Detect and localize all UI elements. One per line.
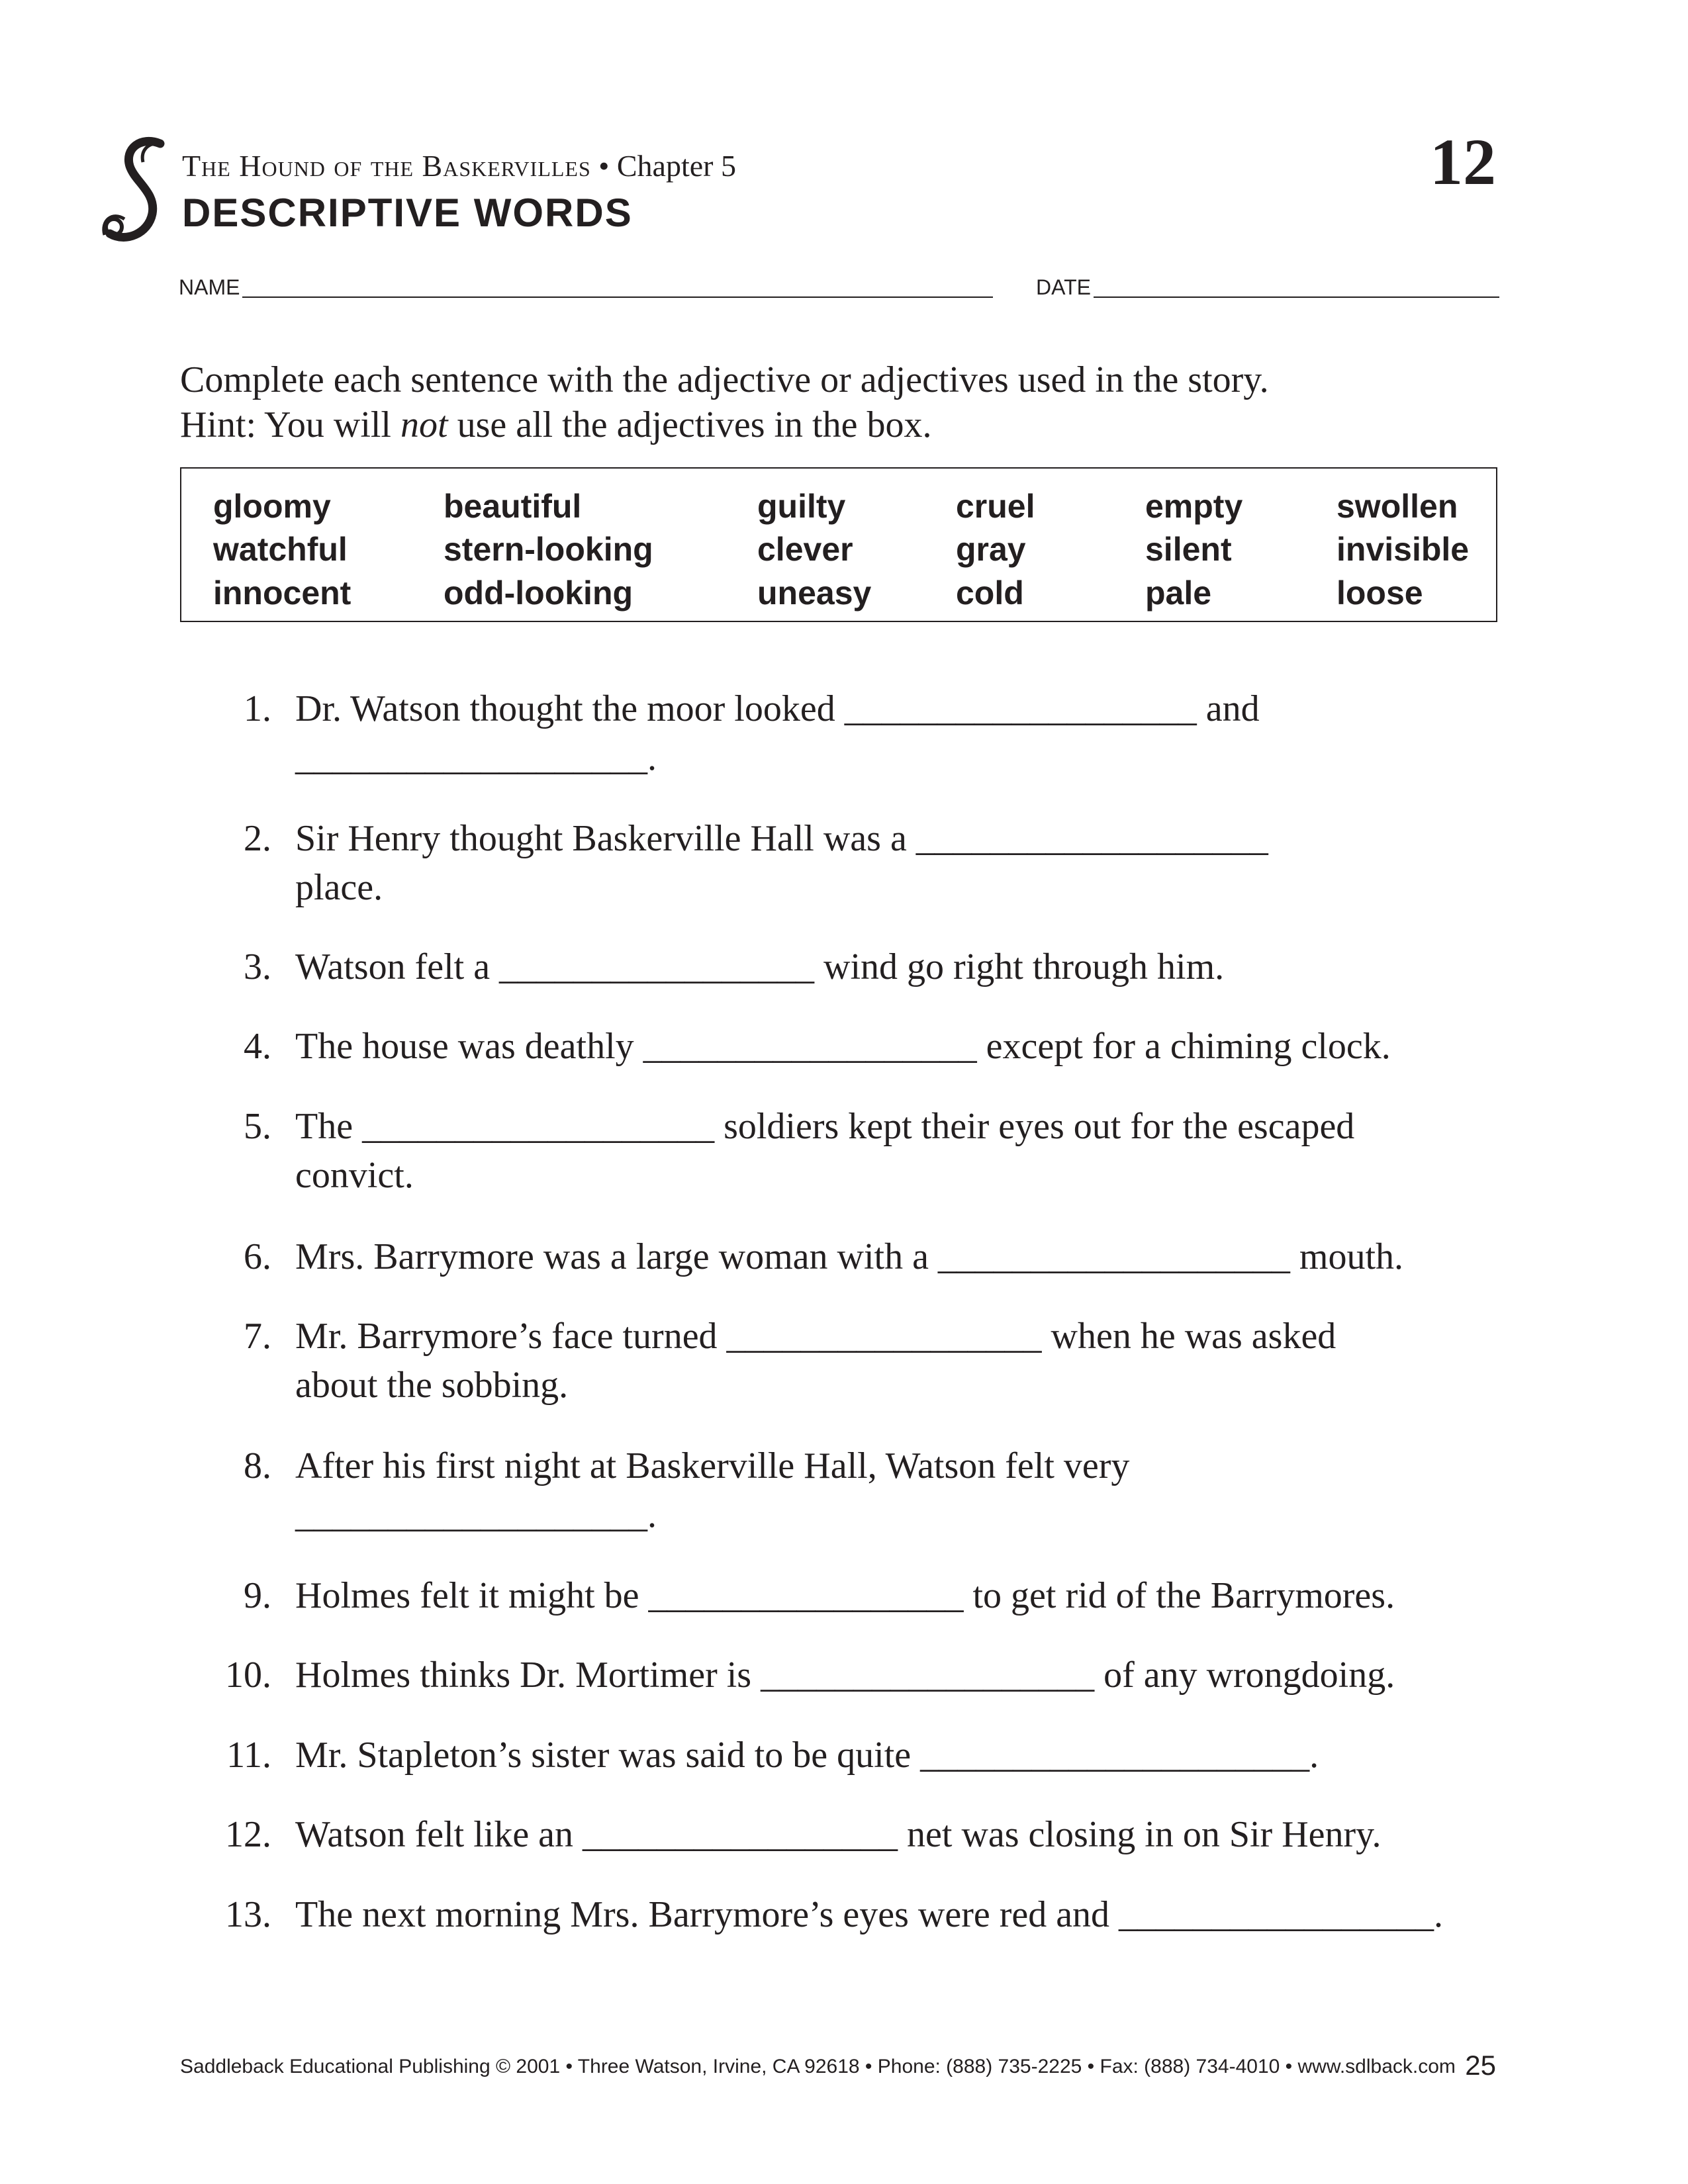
- word-box-item: guilty: [757, 488, 846, 525]
- name-field: [179, 277, 993, 298]
- word-box-item: beautiful: [444, 488, 582, 525]
- word-box-item: cruel: [956, 488, 1035, 525]
- question-text: After his first night at Baskerville Hall, Watson felt very ___________________.: [295, 1445, 1130, 1535]
- hint-emphasis: not: [400, 404, 448, 445]
- word-box-item: stern-looking: [444, 531, 653, 568]
- word-box: [180, 467, 1497, 622]
- question-text: Mr. Stapleton’s sister was said to be quite _____________________.: [295, 1735, 1319, 1776]
- name-label: NAME: [179, 275, 240, 299]
- question-text: Watson felt like an _________________ net was closing in on Sir Henry.: [295, 1814, 1382, 1855]
- question-number: 12.: [225, 1814, 271, 1855]
- publisher-footer: Saddleback Educational Publishing © 2001 • Three Watson, Irvine, CA 92618 • Phone: (888) 735-2225 • Fax: (888) 734-4010 • www.sdlback.com: [180, 2056, 1456, 2077]
- word-box-item: empty: [1145, 488, 1243, 525]
- book-title: The Hound of the Baskervilles: [182, 149, 591, 183]
- question-number: 13.: [225, 1894, 271, 1935]
- question-number: 10.: [225, 1655, 271, 1696]
- question-text: Watson felt a _________________ wind go right through him.: [295, 946, 1225, 987]
- question-number: 5.: [244, 1106, 271, 1147]
- date-field: [1036, 277, 1499, 298]
- word-box-item: uneasy: [757, 574, 872, 612]
- name-input-line[interactable]: [242, 277, 993, 298]
- word-box-item: loose: [1336, 574, 1423, 612]
- series-title-line: [182, 151, 736, 181]
- word-box-item: clever: [757, 531, 853, 568]
- publisher-logo-icon: [99, 136, 179, 248]
- word-box-item: silent: [1145, 531, 1232, 568]
- chapter-label: Chapter 5: [616, 149, 736, 183]
- hint-prefix: Hint: You will: [180, 404, 400, 445]
- word-box-item: cold: [956, 574, 1024, 612]
- question-text: Mrs. Barrymore was a large woman with a ___________________ mouth.: [295, 1236, 1404, 1277]
- hint-line: [180, 402, 1504, 447]
- word-box-item: odd-looking: [444, 574, 633, 612]
- instructions: [180, 357, 1504, 447]
- word-box-item: swollen: [1336, 488, 1458, 525]
- question-number: 2.: [244, 818, 271, 859]
- question-text: Dr. Watson thought the moor looked ___________________ and ___________________.: [295, 688, 1260, 778]
- worksheet-title: DESCRIPTIVE WORDS: [182, 191, 633, 235]
- question-text: The next morning Mrs. Barrymore’s eyes were red and _________________.: [295, 1894, 1444, 1935]
- date-label: DATE: [1036, 275, 1091, 299]
- word-box-item: watchful: [213, 531, 348, 568]
- question-number: 6.: [244, 1236, 271, 1277]
- question-text: Holmes felt it might be _________________ to get rid of the Barrymores.: [295, 1575, 1395, 1616]
- word-box-item: pale: [1145, 574, 1212, 612]
- question-number: 1.: [244, 688, 271, 729]
- question-number: 4.: [244, 1026, 271, 1067]
- word-box-item: gloomy: [213, 488, 331, 525]
- question-number: 3.: [244, 946, 271, 987]
- word-box-item: gray: [956, 531, 1026, 568]
- question-number: 7.: [244, 1316, 271, 1357]
- title-separator: •: [598, 149, 610, 183]
- question-text: Mr. Barrymore’s face turned _________________ when he was asked about the sobbing.: [295, 1316, 1336, 1406]
- instructions-line: Complete each sentence with the adjective or adjectives used in the story.: [180, 359, 1269, 400]
- word-box-item: innocent: [213, 574, 352, 612]
- question-number: 9.: [244, 1575, 271, 1616]
- question-text: Holmes thinks Dr. Mortimer is __________________ of any wrongdoing.: [295, 1655, 1395, 1696]
- worksheet-number: 12: [1430, 125, 1496, 199]
- question-number: 8.: [244, 1445, 271, 1486]
- hint-suffix: use all the adjectives in the box.: [447, 404, 932, 445]
- question-text: Sir Henry thought Baskerville Hall was a ___________________ place.: [295, 818, 1268, 908]
- question-text: The ___________________ soldiers kept their eyes out for the escaped convict.: [295, 1106, 1355, 1196]
- word-box-item: invisible: [1336, 531, 1470, 568]
- date-input-line[interactable]: [1094, 277, 1499, 298]
- page-number: 25: [1465, 2050, 1496, 2081]
- question-number: 11.: [226, 1735, 271, 1776]
- question-text: The house was deathly __________________ except for a chiming clock.: [295, 1026, 1391, 1067]
